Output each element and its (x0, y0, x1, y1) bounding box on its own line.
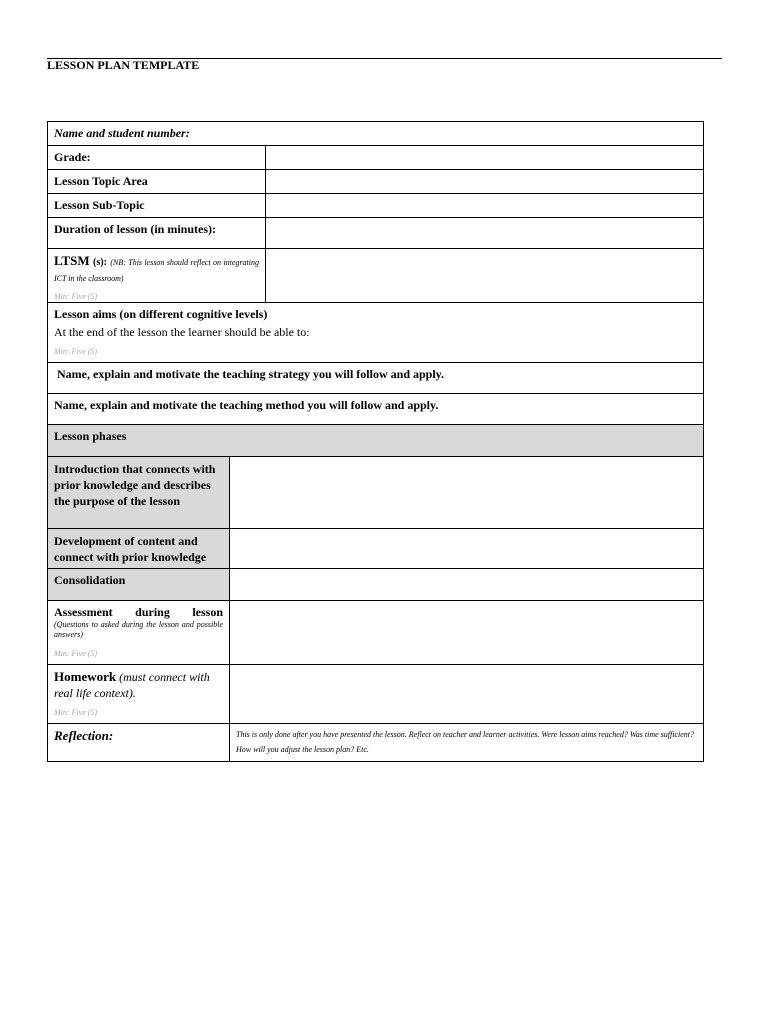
intro-field[interactable] (229, 456, 704, 529)
intro-label: Introduction that connects with prior knowledge and describes the purpose of the lesson (54, 462, 216, 508)
homework-min: Min: Five (5) (54, 708, 98, 717)
grade-label: Grade: (54, 150, 91, 164)
reflection-note: This is only done after you have presented the lesson. Reflect on teacher and learner activities. Were lesson aims reached? Was time sufficient? How will you adjust the lesson plan? Etc. (236, 730, 694, 754)
development-label: Development of content and connect with prior knowledge (54, 534, 207, 564)
document-title: LESSON PLAN TEMPLATE (47, 58, 200, 72)
name-label: Name and student number: (54, 126, 190, 140)
homework-field[interactable] (229, 664, 704, 724)
aims-min: Min: Five (5) (54, 347, 98, 356)
method-label: Name, explain and motivate the teaching method you will follow and apply. (54, 398, 439, 412)
assessment-label: Assessment during lesson (54, 605, 223, 619)
homework-label: Homework (54, 669, 117, 684)
assessment-field[interactable] (229, 600, 704, 665)
ltsm-label: LTSM (54, 253, 90, 268)
subtopic-label-cell (47, 193, 266, 218)
homework-label-cell (47, 664, 230, 724)
duration-label-cell (47, 217, 266, 249)
assessment-label-cell (47, 600, 230, 665)
ltsm-field[interactable] (265, 248, 704, 303)
topic-field[interactable] (265, 169, 704, 194)
grade-label-cell (47, 145, 266, 170)
reflection-field[interactable] (229, 723, 704, 762)
consolidation-label-cell (47, 568, 230, 601)
homework-note: (must connect with real life context). (54, 670, 210, 700)
method-row (47, 393, 704, 425)
consolidation-label: Consolidation (54, 573, 126, 587)
consolidation-field[interactable] (229, 568, 704, 601)
duration-label: Duration of lesson (in minutes): (54, 222, 217, 236)
subtopic-field[interactable] (265, 193, 704, 218)
name-row (47, 121, 704, 146)
strategy-row (47, 362, 704, 394)
development-label-cell (47, 528, 230, 569)
ltsm-note: (NB: This lesson should reflect on integrating ICT in the classroom) (54, 258, 259, 283)
assessment-note: (Questions to asked during the lesson and possible answers) (54, 620, 223, 639)
assessment-min: Min: Five (5) (54, 649, 98, 658)
aims-text: At the end of the lesson the learner should be able to: (54, 325, 310, 339)
strategy-label: Name, explain and motivate the teaching strategy you will follow and apply. (57, 367, 445, 381)
aims-label: Lesson aims (on different cognitive levels) (54, 307, 268, 321)
aims-row (47, 302, 704, 363)
reflection-label-cell (47, 723, 230, 762)
phases-label: Lesson phases (54, 429, 127, 443)
duration-field[interactable] (265, 217, 704, 249)
subtopic-label: Lesson Sub-Topic (54, 198, 145, 212)
ltsm-suffix: (s): (93, 257, 107, 268)
topic-label: Lesson Topic Area (54, 174, 148, 188)
topic-label-cell (47, 169, 266, 194)
reflection-label: Reflection: (54, 728, 114, 743)
intro-label-cell (47, 456, 230, 529)
ltsm-min: Min: Five (5) (54, 292, 98, 301)
ltsm-label-cell (47, 248, 266, 303)
development-field[interactable] (229, 528, 704, 569)
phases-header (47, 424, 704, 457)
grade-field[interactable] (265, 145, 704, 170)
